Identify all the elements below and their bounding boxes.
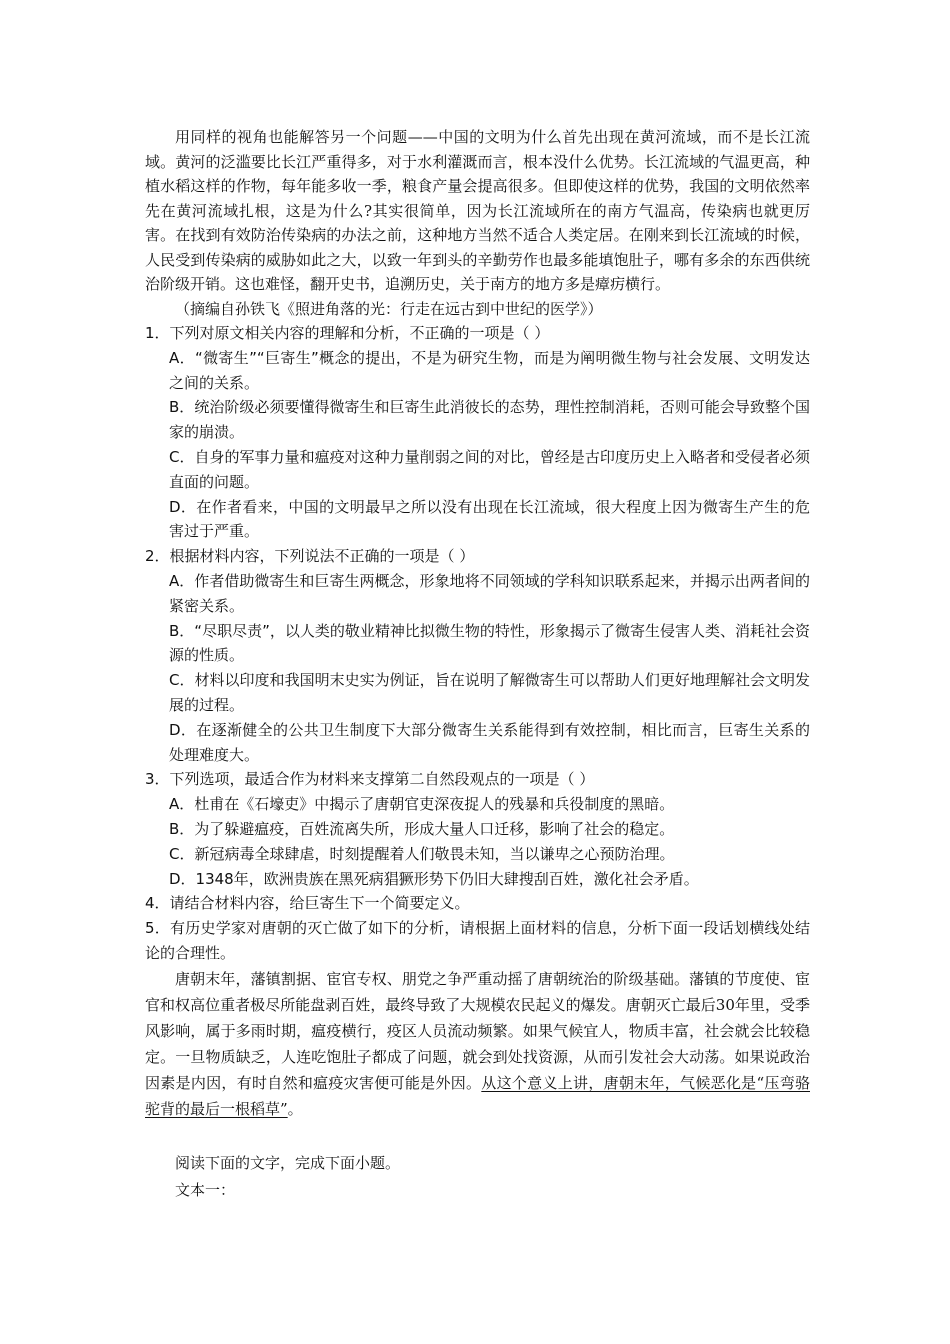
section-label: 文本一： [175,1180,236,1199]
question-list [145,321,810,966]
question-3 [145,767,810,891]
question-4 [145,891,810,916]
option-b: B．为了躲避瘟疫，百姓流离失所，形成大量人口迁移，影响了社会的稳定。 [169,819,675,838]
excerpt-end: 。 [287,1099,303,1118]
option-d: D．1348年，欧洲贵族在黑死病猖獗形势下仍旧大肆搜刮百姓，激化社会矛盾。 [169,869,699,888]
section-instruction: 阅读下面的文字，完成下面小题。 [175,1153,401,1172]
passage-source: （摘编自孙铁飞《照进角落的光：行走在远古到中世纪的医学》） [175,299,603,318]
option-b: B．统治阶级必须要懂得微寄生和巨寄生此消彼长的态势，理性控制消耗，否则可能会导致整个国家的崩溃。 [169,398,810,442]
question-stem: 4．请结合材料内容，给巨寄生下一个简要定义。 [145,894,470,913]
question-5 [145,916,810,966]
option-a: A．作者借助微寄生和巨寄生两概念，形象地将不同领域的学科知识联系起来，并揭示出两者间的紧密关系。 [169,571,810,615]
question-stem: 1．下列对原文相关内容的理解和分析，不正确的一项是（ ） [145,324,550,342]
history-excerpt [145,966,810,1122]
option-a: A．“微寄生”“巨寄生”概念的提出，不是为研究生物，而是为阐明微生物与社会发展、文明发达之间的关系。 [169,348,810,392]
question-stem: 3．下列选项，最适合作为材料来支撑第二自然段观点的一项是（ ） [145,770,595,789]
passage-paragraph: 用同样的视角也能解答另一个问题——中国的文明为什么首先出现在黄河流域，而不是长江流域。黄河的泛滥要比长江严重得多，对于水利灌溉而言，根本没什么优势。长江流域的气温更高，种植水稻这样的作物，每年能多收一季，粮食产量会提高很多。但即使这样的优势，我国的文明依然率先在黄河流域扎根，这是为什么?其实很简单，因为长江流域所在的南方气温高，传染病也就更厉害。在找到有效防治传染病的办法之前，这种地方当然不适合人类定居。在刚来到长江流域的时候，人民受到传染病的威胁如此之大，以致一年到头的辛勤劳作也最多能填饱肚子，哪有多余的东西供统治阶级开销。这也难怪，翻开史书，追溯历史，关于南方的地方多是瘴疠横行。 [145,128,810,293]
excerpt-paragraph [145,966,810,1122]
option-d: D．在作者看来，中国的文明最早之所以没有出现在长江流域，很大程度上因为微寄生产生的危害过于严重。 [169,497,810,541]
option-a: A．杜甫在《石壕吏》中揭示了唐朝官吏深夜捉人的残暴和兵役制度的黑暗。 [169,795,675,814]
next-section [145,1150,810,1204]
option-b: B．“尽职尽责”，以人类的敬业精神比拟微生物的特性，形象揭示了微寄生侵害人类、消耗社会资源的性质。 [169,621,810,665]
reading-passage [145,125,810,321]
option-c: C．材料以印度和我国明末史实为例证，旨在说明了解微寄生可以帮助人们更好地理解社会文明发展的过程。 [169,671,810,714]
excerpt-text: 唐朝末年，藩镇割据、宦官专权、朋党之争严重动摇了唐朝统治的阶级基础。藩镇的节度使、宦官和权高位重者极尽所能盘剥百姓，最终导致了大规模农民起义的爆发。唐朝灭亡最后30年里，受季风影响，属于多雨时期，瘟疫横行，疫区人员流动频繁。如果气候宜人，物质丰富，社会就会比较稳定。一旦物质缺乏，人连吃饱肚子都成了问题，就会到处找资源，从而引发社会大动荡。如果说政治因素是内因，有时自然和瘟疫灾害便可能是外因。 [145,969,810,1092]
underlined-conclusion: 从这个意义上讲，唐朝末年，气候恶化是“压弯骆驼背的最后一根稻草” [145,1073,810,1118]
question-1 [145,321,810,544]
question-stem: 2．根据材料内容，下列说法不正确的一项是（ ） [145,547,475,566]
option-d: D．在逐渐健全的公共卫生制度下大部分微寄生关系能得到有效控制，相比而言，巨寄生关系的处理难度大。 [169,720,810,764]
question-stem: 5．有历史学家对唐朝的灭亡做了如下的分析，请根据上面材料的信息，分析下面一段话划横线处结论的合理性。 [145,919,810,962]
question-2 [145,544,810,767]
option-c: C．新冠病毒全球肆虐，时刻提醒着人们敬畏未知，当以谦卑之心预防治理。 [169,844,675,863]
option-c: C．自身的军事力量和瘟疫对这种力量削弱之间的对比，曾经是古印度历史上入略者和受侵者必须直面的问题。 [169,447,810,491]
